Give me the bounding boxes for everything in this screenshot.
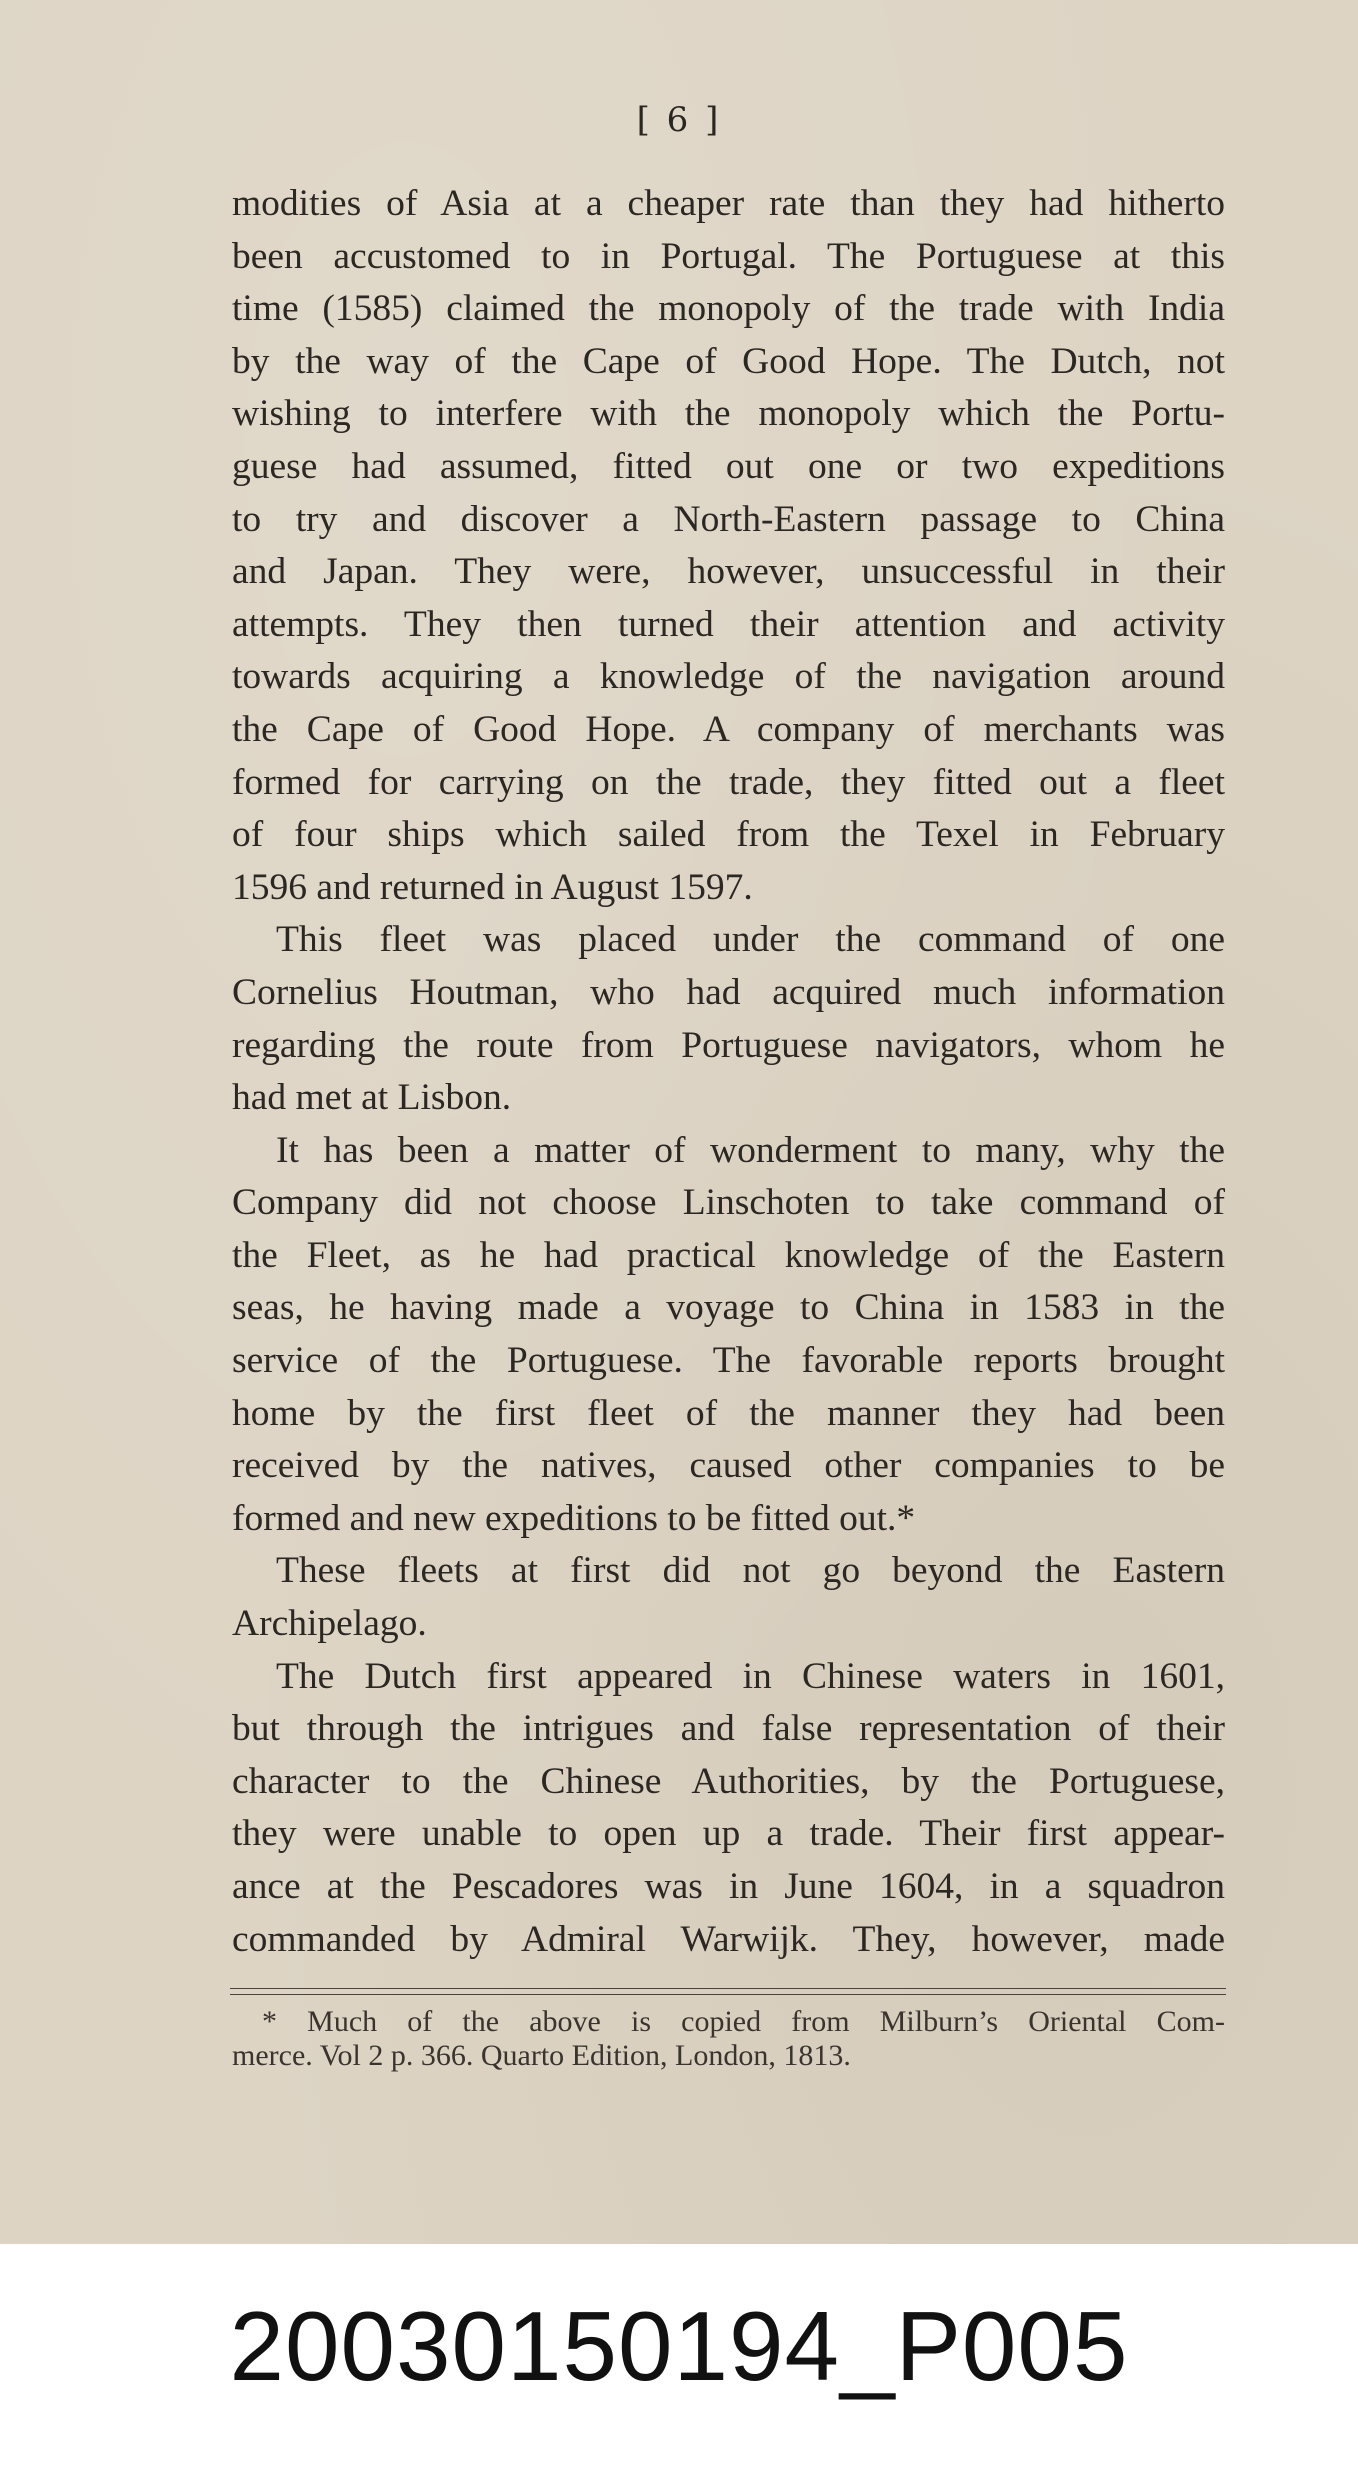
text-line: time (1585) claimed the monopoly of the trade with India [232,288,1225,330]
text-line: formed for carrying on the trade, they fitted out a fleet [232,761,1225,803]
text-line: received by the natives, caused other companies to be [232,1445,1225,1487]
footnote-rule [230,1988,1226,1989]
text-line: It has been a matter of wonderment to many, why the [276,1129,1225,1171]
text-line: towards acquiring a knowledge of the navigation around [232,656,1225,698]
text-line: formed and new expeditions to be fitted out.* [232,1497,916,1539]
text-line: of four ships which sailed from the Texel in February [232,814,1225,856]
footnote-line: * Much of the above is copied from Milburn’s Oriental Com- [262,2005,1225,2038]
page-number: [ 6 ] [636,100,722,140]
footnote [232,2005,1225,2073]
text-line: had met at Lisbon. [232,1077,512,1119]
text-line: the Cape of Good Hope. A company of merchants was [232,708,1225,750]
text-line: seas, he having made a voyage to China in 1583 in the [232,1287,1225,1329]
text-line: The Dutch first appeared in Chinese waters in 1601, [276,1655,1225,1697]
text-line: Company did not choose Linschoten to take command of [232,1182,1225,1224]
text-line: commanded by Admiral Warwijk. They, however, made [232,1918,1225,1960]
text-line: ance at the Pescadores was in June 1604, in a squadron [232,1866,1225,1907]
text-line: wishing to interfere with the monopoly which the Portu- [232,393,1225,435]
text-line: by the way of the Cape of Good Hope. The Dutch, not [232,340,1225,382]
body-text [232,178,1225,1966]
text-line: Archipelago. [232,1603,427,1645]
text-line: modities of Asia at a cheaper rate than they had hitherto [232,183,1225,224]
text-line: service of the Portuguese. The favorable reports brought [232,1340,1225,1382]
text-line: home by the first fleet of the manner they had been [232,1392,1225,1434]
text-line: they were unable to open up a trade. Their first appear- [232,1813,1225,1855]
text-line: the Fleet, as he had practical knowledge of the Eastern [232,1234,1225,1276]
footnote-line: merce. Vol 2 p. 366. Quarto Edition, London, 1813. [232,2039,851,2072]
text-line: attempts. They then turned their attention and activity [232,603,1225,645]
text-line: Cornelius Houtman, who had acquired much information [232,971,1225,1013]
text-line: character to the Chinese Authorities, by the Portuguese, [232,1760,1225,1802]
text-line: to try and discover a North-Eastern passage to China [232,498,1225,540]
text-line: This fleet was placed under the command of one [276,919,1225,961]
text-line: but through the intrigues and false representation of their [232,1708,1225,1750]
text-line: regarding the route from Portuguese navigators, whom he [232,1024,1225,1066]
footnote-rule-inner [230,1994,1226,1995]
text-line: These fleets at first did not go beyond the Eastern [276,1550,1225,1592]
image-identifier: 20030150194_P005 [229,2291,1129,2401]
text-line: guese had assumed, fitted out one or two expeditions [232,445,1225,487]
text-line: and Japan. They were, however, unsuccessful in their [232,551,1225,593]
text-line: 1596 and returned in August 1597. [232,866,753,908]
text-line: been accustomed to in Portugal. The Portuguese at this [232,235,1225,277]
